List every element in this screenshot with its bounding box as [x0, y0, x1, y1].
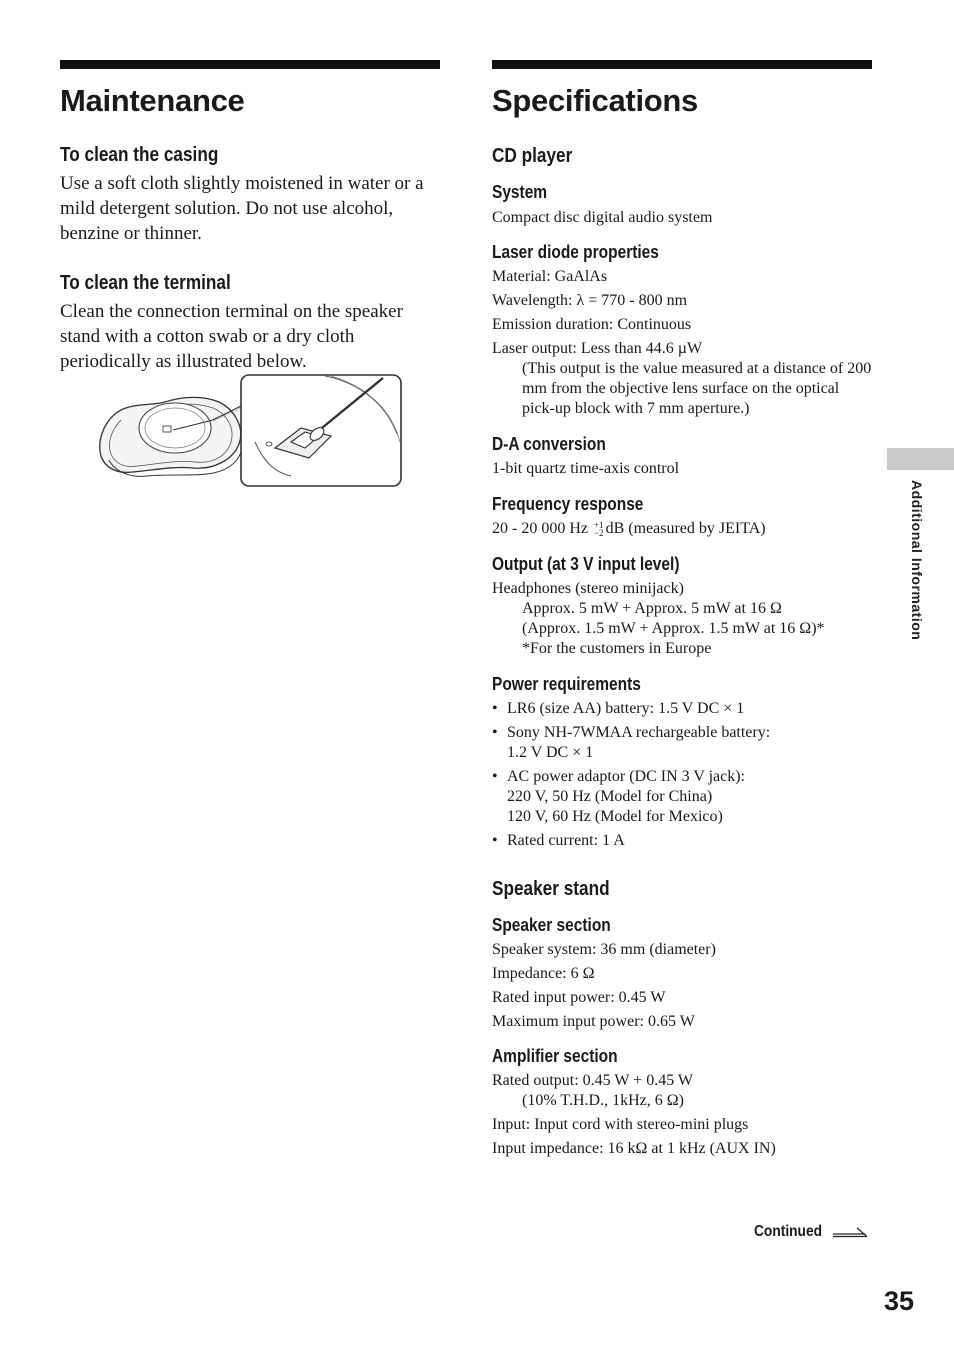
amplifier-heading: Amplifier section [492, 1046, 618, 1066]
section-tab-marker [887, 448, 954, 470]
frequency-text [492, 519, 872, 539]
laser-output: Laser output: Less than 44.6 µW [492, 340, 703, 357]
system-heading: System [492, 182, 548, 202]
cd-player-heading: CD player [492, 145, 573, 167]
laser-wavelength: Wavelength: λ = 770 - 800 nm [492, 292, 688, 309]
terminal-text: Clean the connection terminal on the speaker stand with a cotton swab or a dry cloth periodically as illustrated below. [60, 301, 403, 372]
tolerance-minus: −2 [593, 528, 604, 539]
bullet-glyph: • [492, 832, 498, 849]
speaker-spec: Maximum input power: 0.65 W [492, 1013, 695, 1030]
power-item: Rated current: 1 A [507, 832, 625, 849]
continued-indicator [754, 1223, 869, 1241]
amplifier-spec: Input impedance: 16 kΩ at 1 kHz (AUX IN) [492, 1140, 776, 1157]
tolerance-plus: +1 [593, 520, 604, 531]
power-item: Sony NH-7WMAA rechargeable battery: [507, 724, 771, 741]
bullet-glyph: • [492, 700, 498, 717]
power-item: 220 V, 50 Hz (Model for China) [507, 788, 713, 805]
bullet-glyph: • [492, 768, 498, 785]
power-item: 120 V, 60 Hz (Model for Mexico) [507, 808, 723, 825]
frequency-range: 20 - 20 000 Hz [492, 520, 588, 537]
specifications-column [492, 60, 872, 1163]
arrow-right-icon [831, 1226, 869, 1238]
section-rule [60, 60, 440, 69]
maintenance-column [60, 60, 440, 374]
laser-emission: Emission duration: Continuous [492, 316, 692, 333]
section-rule [492, 60, 872, 69]
power-item: 1.2 V DC × 1 [507, 744, 594, 761]
laser-note: (This output is the value measured at a distance of 200 mm from the objective lens surface on the optical pick-up block with 7 mm aperture.) [522, 360, 872, 417]
speaker-spec: Rated input power: 0.45 W [492, 989, 666, 1006]
bullet-glyph: • [492, 724, 498, 741]
terminal-heading: To clean the terminal [60, 272, 231, 294]
da-text: 1-bit quartz time-axis control [492, 460, 680, 477]
output-heading: Output (at 3 V input level) [492, 554, 680, 574]
amplifier-spec: Rated output: 0.45 W + 0.45 W [492, 1072, 694, 1089]
amplifier-spec: (10% T.H.D., 1kHz, 6 Ω) [522, 1092, 684, 1109]
casing-text: Use a soft cloth slightly moistened in water or a mild detergent solution. Do not use alcohol, benzine or thinner. [60, 173, 424, 244]
speaker-section-heading: Speaker section [492, 915, 611, 935]
page-number: 35 [884, 1286, 915, 1316]
output-line: (Approx. 1.5 mW + Approx. 1.5 mW at 16 Ω)* [522, 620, 825, 637]
laser-material: Material: GaAlAs [492, 268, 608, 285]
speaker-spec: Speaker system: 36 mm (diameter) [492, 941, 716, 958]
list-item [492, 831, 872, 851]
amplifier-spec: Input: Input cord with stereo-mini plugs [492, 1116, 749, 1133]
list-item [492, 723, 872, 763]
continued-label: Continued [754, 1223, 823, 1240]
speaker-spec: Impedance: 6 Ω [492, 965, 595, 982]
output-line: Headphones (stereo minijack) [492, 580, 684, 597]
specifications-title: Specifications [492, 83, 698, 118]
output-line: Approx. 5 mW + Approx. 5 mW at 16 Ω [522, 600, 782, 617]
frequency-tolerance [594, 521, 604, 537]
cleaning-illustration [95, 372, 405, 490]
da-heading: D-A conversion [492, 434, 606, 454]
power-heading: Power requirements [492, 674, 641, 694]
frequency-unit: dB (measured by JEITA) [605, 520, 766, 537]
side-section-label: Additional Information [909, 480, 925, 641]
list-item [492, 699, 872, 719]
system-text: Compact disc digital audio system [492, 209, 713, 226]
power-item: LR6 (size AA) battery: 1.5 V DC × 1 [507, 700, 745, 717]
output-footnote: *For the customers in Europe [522, 640, 712, 657]
speaker-stand-heading: Speaker stand [492, 878, 610, 900]
maintenance-title: Maintenance [60, 83, 245, 118]
frequency-heading: Frequency response [492, 494, 644, 514]
laser-heading: Laser diode properties [492, 242, 659, 262]
list-item [492, 767, 872, 827]
power-item: AC power adaptor (DC IN 3 V jack): [507, 768, 746, 785]
casing-heading: To clean the casing [60, 144, 219, 166]
